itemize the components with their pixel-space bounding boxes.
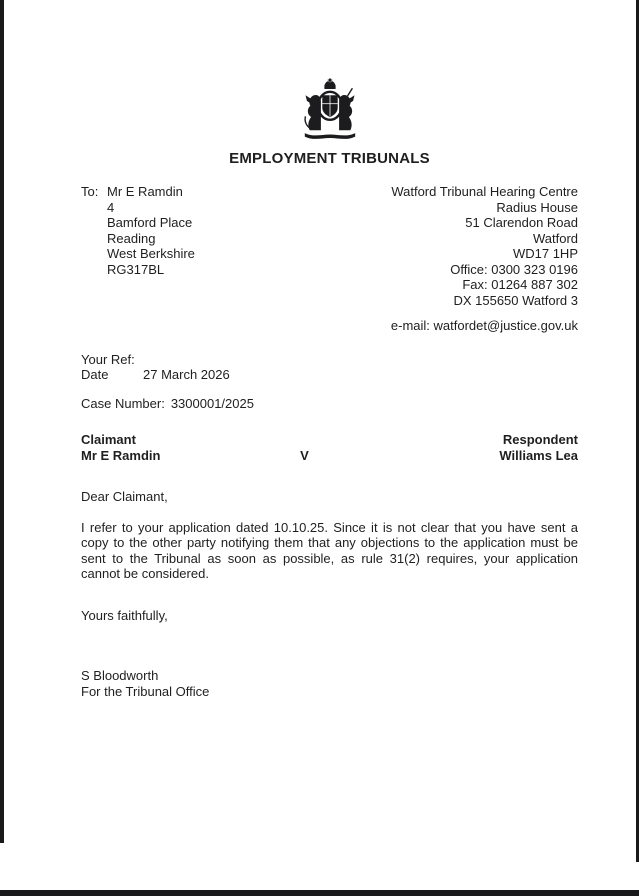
sender-line: Radius House — [496, 199, 578, 215]
your-ref-label: Your Ref: — [81, 351, 135, 367]
claimant-party — [81, 432, 201, 463]
page-title: EMPLOYMENT TRIBUNALS — [229, 150, 430, 167]
sender-line: WD17 1HP — [512, 246, 578, 261]
date-label: Date — [81, 367, 109, 382]
body-paragraph: I refer to your application dated 10.10.25. Since it is not clear that you have sent a copy to the other party notifying them that any objections to the application must be sent to the Tribunal as soon as possible, as rule 31(2) requires, your application cannot be considered. — [81, 519, 578, 581]
sender-email: e-mail: watfordet@justice.gov.uk — [390, 318, 578, 333]
sender-line: Office: 0300 323 0196 — [450, 261, 578, 277]
sender-line: Watford Tribunal Hearing Centre — [391, 184, 578, 199]
recipient-line: 4 — [107, 199, 115, 215]
date-value: 27 March 2026 — [143, 367, 230, 382]
respondent-label: Respondent — [502, 432, 578, 447]
your-ref-line — [81, 352, 578, 368]
case-number-label: Case Number: — [81, 395, 165, 411]
sender-line: DX 155650 Watford 3 — [453, 292, 578, 308]
sender-line: 51 Clarendon Road — [465, 215, 578, 230]
date-line — [81, 367, 578, 383]
reference-block — [81, 352, 578, 383]
parties-row — [81, 432, 578, 463]
claimant-name: Mr E Ramdin — [81, 447, 161, 463]
case-number-value: 3300001/2025 — [170, 395, 254, 411]
case-number-line — [81, 396, 578, 412]
closing-line: Yours faithfully, — [81, 607, 168, 623]
scan-edge-left — [0, 0, 4, 843]
letter-content — [81, 78, 578, 699]
respondent-party — [458, 432, 578, 463]
sender-line: Watford — [532, 230, 578, 246]
salutation: Dear Claimant, — [81, 489, 168, 504]
versus-mark: V — [300, 447, 309, 463]
recipient-line: Reading — [107, 230, 156, 246]
address-row — [81, 184, 578, 334]
recipient-lines — [107, 184, 195, 334]
recipient-line: Mr E Ramdin — [107, 184, 183, 199]
recipient-line: RG317BL — [107, 261, 165, 277]
royal-coat-of-arms-icon — [288, 78, 372, 142]
sender-address — [391, 184, 578, 334]
scan-edge-bottom — [0, 890, 639, 896]
signatory-role: For the Tribunal Office — [81, 683, 210, 699]
recipient-line: Bamford Place — [107, 215, 193, 230]
sender-line: Fax: 01264 887 302 — [462, 277, 578, 292]
claimant-label: Claimant — [81, 432, 136, 447]
recipient-address — [81, 184, 195, 334]
signature-block — [81, 668, 578, 699]
to-label: To: — [81, 184, 99, 199]
respondent-name: Williams Lea — [499, 447, 578, 463]
signatory-name: S Bloodworth — [81, 668, 159, 683]
recipient-line: West Berkshire — [107, 246, 195, 261]
